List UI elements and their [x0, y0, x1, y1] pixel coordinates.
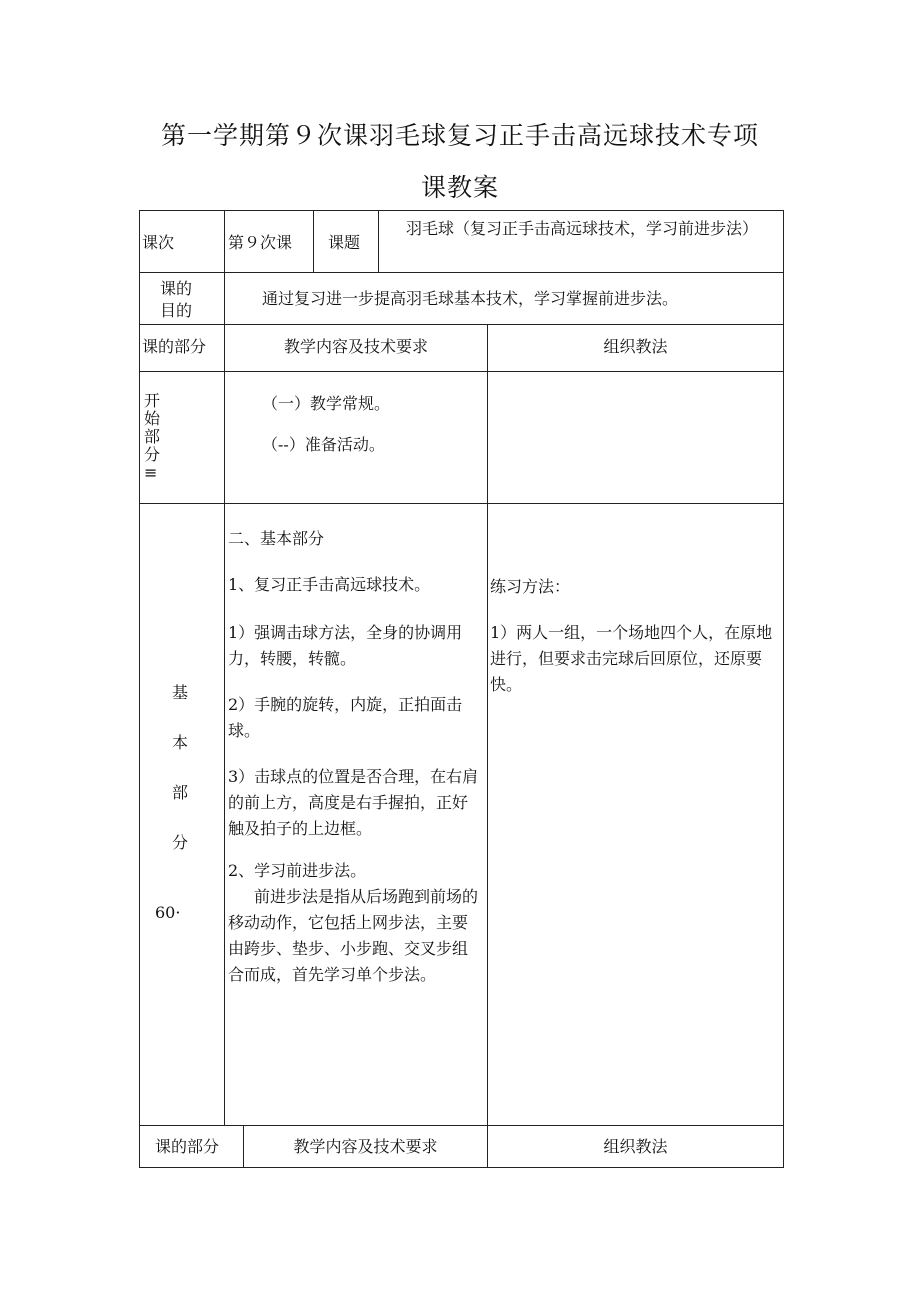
basic-part-minutes: 60· — [155, 903, 181, 922]
basic-part-char-4: 分 — [172, 833, 189, 852]
start-item-warmup: （--）准备活动。 — [262, 435, 385, 454]
topic-label: 课题 — [328, 233, 361, 252]
basic-item-1: 1、复习正手击高远球技术。 — [228, 575, 431, 594]
basic-heading: 二、基本部分 — [228, 529, 325, 548]
lesson-number-value: 第９次课 — [228, 233, 293, 252]
footer-content-header: 教学内容及技术要求 — [293, 1137, 438, 1156]
purpose-content: 通过复习进一步提高羽毛球基本技术，学习掌握前进步法。 — [262, 289, 679, 308]
document-title-line1: 第一学期第９次课羽毛球复习正手击高远球技术专项 — [160, 121, 759, 150]
start-item-routine: （一）教学常规。 — [262, 394, 391, 413]
lesson-number-label: 课次 — [142, 233, 175, 252]
topic-value: 羽毛球（复习正手击高远球技术，学习前进步法） — [405, 219, 758, 238]
part-header: 课的部分 — [142, 337, 207, 356]
method-item-1: 1）两人一组，一个场地四个人，在原地进行，但要求击完球后回原位，还原要快。 — [490, 623, 773, 694]
basic-point-2: 2）手腕的旋转，内旋，正拍面击球。 — [228, 695, 463, 740]
document-title-line2: 课教案 — [420, 173, 499, 202]
footer-method-header: 组织教法 — [603, 1137, 668, 1156]
basic-part-char-1: 基 — [172, 683, 189, 702]
start-part-label: 开 始 部 分 ≡ — [144, 391, 161, 482]
basic-item-2-description: 前进步法是指从后场跑到前场的移动动作，它包括上网步法，主要由跨步、垫步、小步跑、交叉步组合而成，首先学习单个步法。 — [228, 887, 479, 984]
basic-point-3: 3）击球点的位置是否合理，在右肩的前上方，高度是右手握拍，正好触及拍子的上边框。 — [228, 767, 479, 838]
footer-part-header: 课的部分 — [155, 1137, 220, 1156]
basic-part-char-2: 本 — [172, 733, 189, 752]
purpose-label-line1: 课的 — [160, 279, 193, 298]
content-header: 教学内容及技术要求 — [283, 337, 428, 356]
purpose-label-line2: 目的 — [160, 301, 193, 320]
basic-point-1: 1）强调击球方法，全身的协调用力，转腰，转髋。 — [228, 623, 463, 668]
basic-item-2: 2、学习前进步法。 — [228, 861, 367, 880]
method-header: 组织教法 — [603, 337, 668, 356]
basic-part-char-3: 部 — [172, 783, 189, 802]
method-heading: 练习方法： — [490, 577, 571, 596]
